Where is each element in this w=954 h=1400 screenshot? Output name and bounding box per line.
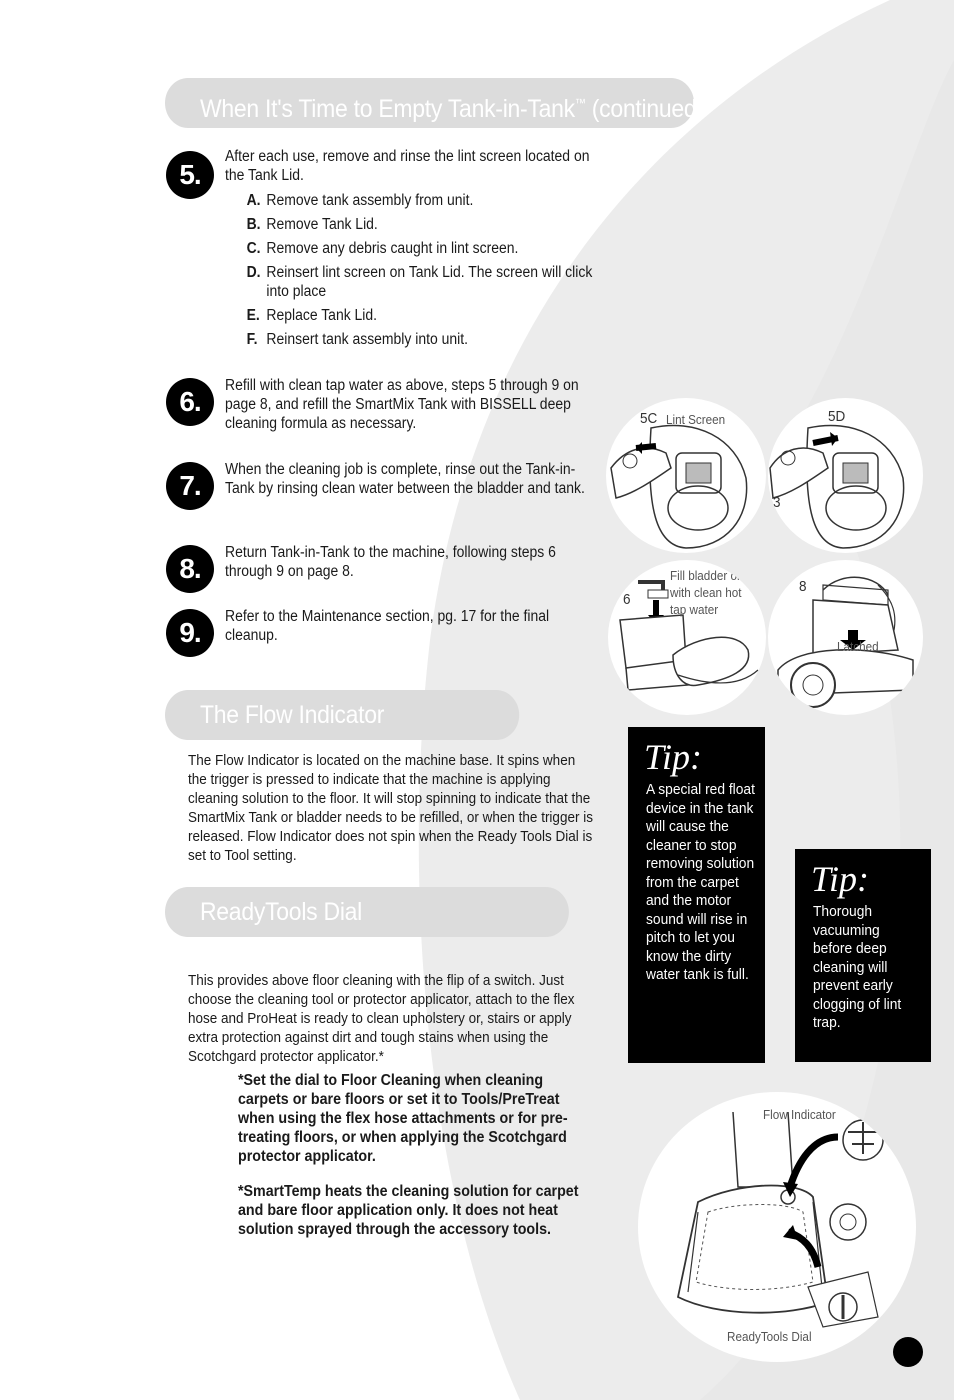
lint-screen-label: Lint Screen (666, 412, 726, 427)
step-number-9: 9. (166, 609, 214, 657)
substep-item (247, 330, 594, 349)
figure-id-5d: 5D (828, 408, 846, 425)
substep-text: Reinsert tank assembly into unit. (266, 331, 468, 348)
section-header-readytools-dial (165, 887, 569, 937)
substep-letter: D. (246, 264, 261, 281)
step-number-8: 8. (166, 545, 214, 593)
substep-item (247, 191, 594, 210)
substep-letter: A. (246, 192, 261, 209)
trademark-mark: ™ (574, 96, 586, 110)
substep-item (247, 263, 594, 301)
note-smarttemp: *SmartTemp heats the cleaning solution for carpet and bare floor application only. It does not heat solution sprayed through the accessory tools. (238, 1183, 579, 1238)
lint-screen-reinsert-drawing (768, 398, 923, 553)
substep-text: Remove any debris caught in lint screen. (266, 240, 519, 257)
figure-id-6: 6 (623, 591, 631, 608)
substep-item (247, 239, 594, 258)
substep-letter: B. (246, 216, 261, 233)
section-header-empty-tank (165, 78, 704, 128)
illustration-flow-dial (638, 1092, 916, 1362)
note-dial-setting: *Set the dial to Floor Cleaning when cleaning carpets or bare floors or set it to Tools/PreTreat when using the flex hose attachments or for pre-treating floors, or when applying the Scotchgard protector applicator. (238, 1072, 568, 1165)
step-number-5: 5. (166, 151, 214, 199)
step-8-text: Return Tank-in-Tank to the machine, following steps 6 through 9 on page 8. (225, 544, 556, 580)
section-title: When It's Time to Empty Tank-in-Tank (199, 95, 575, 123)
section-title-suffix: (continued) (585, 95, 704, 123)
readytools-dial-label: ReadyTools Dial (727, 1329, 812, 1344)
illustration-8 (768, 560, 923, 715)
tip-title: Tip: (644, 737, 703, 777)
figure-mark-3: 3 (773, 494, 781, 511)
flow-indicator-label: Flow Indicator (763, 1107, 836, 1122)
substep-text: Replace Tank Lid. (266, 307, 378, 324)
figure-id-5c: 5C (640, 410, 658, 427)
substep-item (247, 215, 594, 234)
section-title: ReadyTools Dial (199, 898, 363, 926)
step-5-text (225, 147, 594, 354)
substep-text: Reinsert lint screen on Tank Lid. The screen will click into place (266, 264, 593, 300)
tip-box-vacuuming (795, 849, 931, 1062)
step-7-text: When the cleaning job is complete, rinse out the Tank-in-Tank by rinsing clean water between the bladder and tank. (225, 461, 585, 497)
step-number-7: 7. (166, 462, 214, 510)
section-title: The Flow Indicator (199, 701, 385, 729)
fill-bladder-label: Fill bladder only with clean hot tap water (670, 568, 752, 617)
substep-list (247, 191, 594, 349)
tip-title: Tip: (811, 859, 870, 899)
figure-id-8: 8 (799, 578, 807, 595)
illustration-5c (606, 398, 766, 553)
machine-base-drawing (638, 1092, 916, 1362)
step-number-6: 6. (166, 378, 214, 426)
flow-indicator-text: The Flow Indicator is located on the machine base. It spins when the trigger is pressed to indicate that the machine is applying cleaning solution to the floor. It will stop spinning to indicate that the SmartMix Tank or bladder needs to be refilled, or when the trigger is released. Flow Indicator does not spin when the Ready Tools Dial is set to Tool setting. (188, 752, 593, 864)
step-6-text: Refill with clean tap water as above, steps 5 through 9 on page 8, and refill the SmartMix Tank with BISSELL deep cleaning formula as necessary. (225, 377, 579, 432)
illustration-6 (608, 560, 766, 715)
substep-letter: F. (246, 331, 258, 348)
substep-item (247, 306, 594, 325)
tip-text: A special red float device in the tank will cause the cleaner to stop removing solution from the carpet and the motor sound will rise in pitch to let you know the dirty water tank is full. (646, 781, 755, 983)
page-marker-dot (893, 1337, 923, 1367)
section-header-flow-indicator (165, 690, 519, 740)
step-text: After each use, remove and rinse the lint screen located on the Tank Lid. (225, 148, 590, 184)
tip-box-float-device (628, 727, 765, 1063)
substep-text: Remove tank assembly from unit. (266, 192, 474, 209)
step-9-text: Refer to the Maintenance section, pg. 17 for the final cleanup. (225, 608, 550, 644)
illustration-5d (768, 398, 923, 553)
tip-text: Thorough vacuuming before deep cleaning will prevent early clogging of lint trap. (813, 903, 902, 1031)
readytools-text: This provides above floor cleaning with the flip of a switch. Just choose the cleaning tool or protector applicator, attach to the flex hose and ProHeat is ready to clean upholstery or, stairs or apply extra protection against dirt and tough stains when using the Scotchgard protector applicator.* (188, 972, 575, 1065)
substep-text: Remove Tank Lid. (266, 216, 378, 233)
latched-label: Latched (837, 639, 879, 654)
substep-letter: C. (246, 240, 261, 257)
substep-letter: E. (246, 307, 260, 324)
